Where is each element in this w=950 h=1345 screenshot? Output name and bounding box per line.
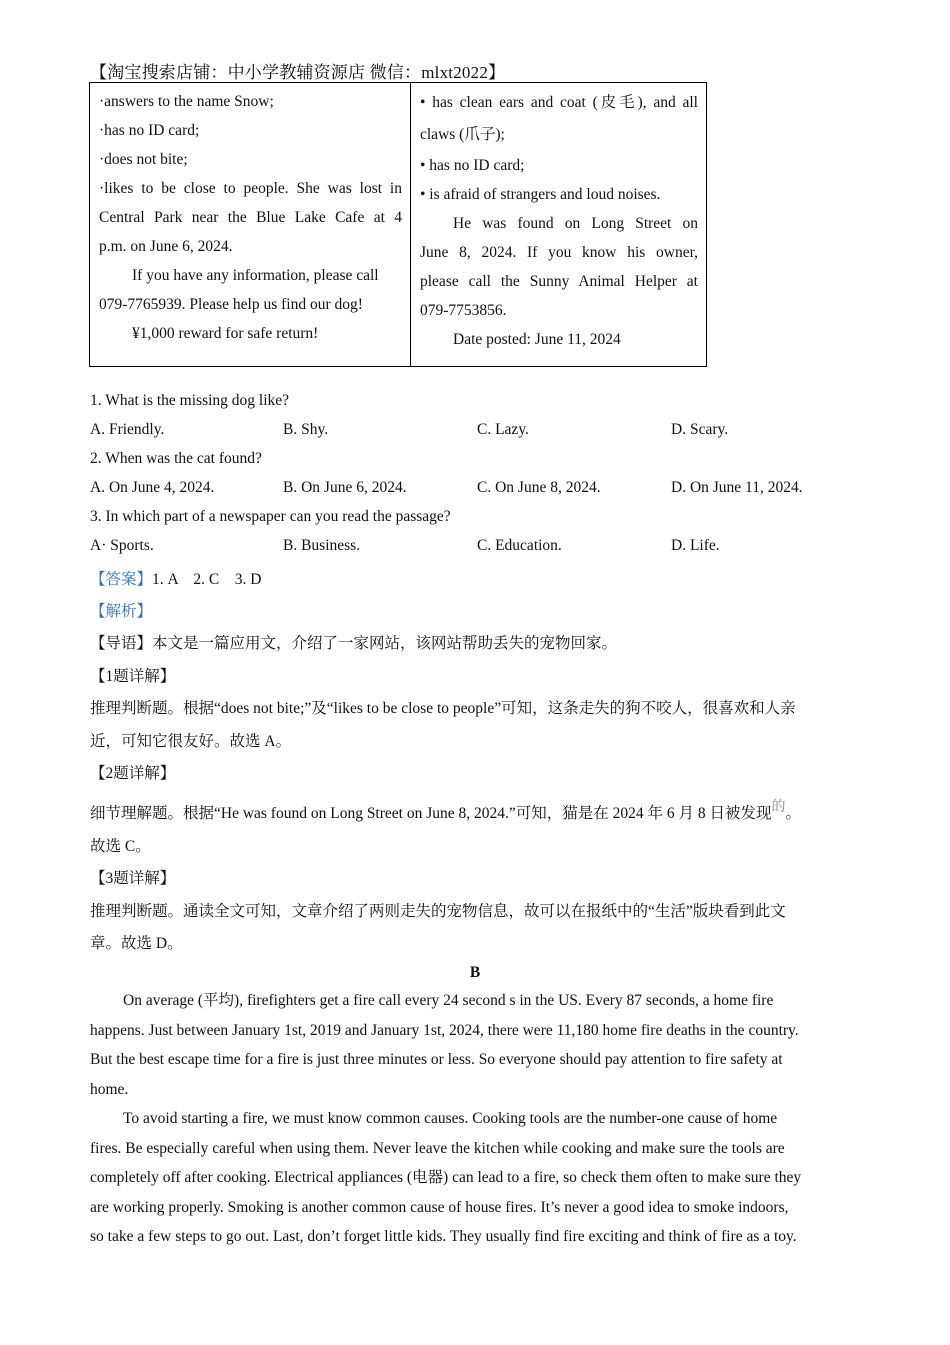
notice-line: ·does not bite; [99, 151, 188, 168]
passage-paragraph-1 [90, 986, 858, 1104]
notice-line: • has clean ears and coat (皮毛), and all [420, 94, 698, 111]
guide-text: 【导语】本文是一篇应用文，介绍了一家网站，该网站帮助丢失的宠物回家。 [90, 635, 618, 652]
section-title: B [469, 964, 481, 981]
option-b: B. Business. [283, 537, 361, 554]
answer-text: 1. A 2. C 3. D [152, 571, 262, 588]
passage-line: home. [90, 1080, 129, 1098]
found-cat-notice [411, 83, 707, 367]
notice-line: ·answers to the name Snow; [99, 93, 274, 110]
notice-line: ·has no ID card; [99, 122, 200, 139]
passage-line: completely off after cooking. Electrical appliances (电器) can lead to a fire, so check them often to make sure they [90, 1169, 802, 1186]
q3-explanation-line: 推理判断题。通读全文可知，文章介绍了两则走失的宠物信息，故可以在报纸中的“生活”版块看到此文 [90, 903, 786, 920]
question-stem: 3. In which part of a newspaper can you read the passage? [90, 508, 451, 525]
notice-line: Date posted: June 11, 2024 [453, 331, 621, 348]
lost-dog-notice [90, 83, 411, 367]
q3-heading: 【3题详解】 [90, 870, 176, 887]
analysis-label: 【解析】 [90, 603, 153, 620]
notice-line: ¥1,000 reward for safe return! [132, 325, 319, 342]
q2-explanation-line [90, 801, 860, 823]
passage-line: But the best escape time for a fire is just three minutes or less. So everyone should pay attention to fire safety at [90, 1051, 783, 1068]
q2-explanation-line: 故选 C。 [90, 838, 151, 855]
passage-line: happens. Just between January 1st, 2019 and January 1st, 2024, there were 11,180 home fire deaths in the country. [90, 1021, 799, 1039]
option-c: C. Education. [477, 537, 562, 554]
notice-line: • has no ID card; [420, 157, 525, 174]
notice-line: If you have any information, please call [132, 267, 379, 284]
q1-heading: 【1题详解】 [90, 668, 176, 685]
passage-line: fires. Be especially careful when using them. Never leave the kitchen while cooking and make sure the tools are [90, 1139, 785, 1157]
q3-explanation-line: 章。故选 D。 [90, 935, 183, 952]
option-a: A· Sports. [90, 537, 154, 554]
option-c: C. Lazy. [477, 421, 529, 438]
q2-period: 。 [785, 805, 802, 822]
question-stem: 1. What is the missing dog like? [90, 392, 290, 409]
option-c: C. On June 8, 2024. [477, 479, 601, 496]
notice-line: 079-7765939. Please help us find our dog! [99, 296, 363, 313]
passage-line: are working properly. Smoking is another common cause of house fires. It’s never a good idea to smoke indoors, [90, 1198, 789, 1216]
q2-de-char: 的 [771, 800, 786, 815]
notice-line: please call the Sunny Animal Helper at [420, 273, 698, 290]
q1-explanation-line: 近，可知它很友好。故选 A。 [90, 733, 292, 750]
notice-line: p.m. on June 6, 2024. [99, 238, 233, 255]
option-b: B. On June 6, 2024. [283, 479, 407, 496]
option-d: D. Life. [671, 537, 720, 554]
notice-table [89, 82, 707, 367]
q2-heading: 【2题详解】 [90, 765, 176, 782]
question-stem: 2. When was the cat found? [90, 450, 262, 467]
answer-label: 【答案】 [90, 571, 153, 588]
passage-line: On average (平均), firefighters get a fire call every 24 second s in the US. Every 87 seconds, a home fire [123, 992, 774, 1009]
option-d: D. On June 11, 2024. [671, 479, 803, 496]
q2-explanation-text: 细节理解题。根据“He was found on Long Street on June 8, 2024.”可知，猫是在 2024 年 6 月 8 日被发现 [90, 805, 772, 822]
answer-line [90, 567, 860, 589]
notice-line: 079-7753856. [420, 302, 507, 319]
notice-line: • is afraid of strangers and loud noises. [420, 186, 661, 203]
passage-line: so take a few steps to go out. Last, don’t forget little kids. They usually find fire exciting and think of fire as a toy. [90, 1228, 797, 1245]
option-b: B. Shy. [283, 421, 329, 438]
option-d: D. Scary. [671, 421, 729, 438]
notice-line: Central Park near the Blue Lake Cafe at 4 [99, 209, 402, 226]
passage-paragraph-2 [90, 1104, 858, 1252]
page-header: 【淘宝搜索店铺：中小学教辅资源店 微信：mlxt2022】 [90, 63, 506, 82]
notice-line: claws (爪子); [420, 126, 505, 143]
option-a: A. Friendly. [90, 421, 165, 438]
option-a: A. On June 4, 2024. [90, 479, 215, 496]
q1-explanation-line: 推理判断题。根据“does not bite;”及“likes to be close to people”可知，这条走失的狗不咬人，很喜欢和人亲 [90, 700, 796, 717]
notice-line: June 8, 2024. If you know his owner, [420, 244, 698, 261]
notice-line: He was found on Long Street on [453, 215, 698, 232]
notice-line: ·likes to be close to people. She was lost in [99, 180, 402, 197]
passage-line: To avoid starting a fire, we must know common causes. Cooking tools are the number-one cause of home [123, 1110, 778, 1127]
